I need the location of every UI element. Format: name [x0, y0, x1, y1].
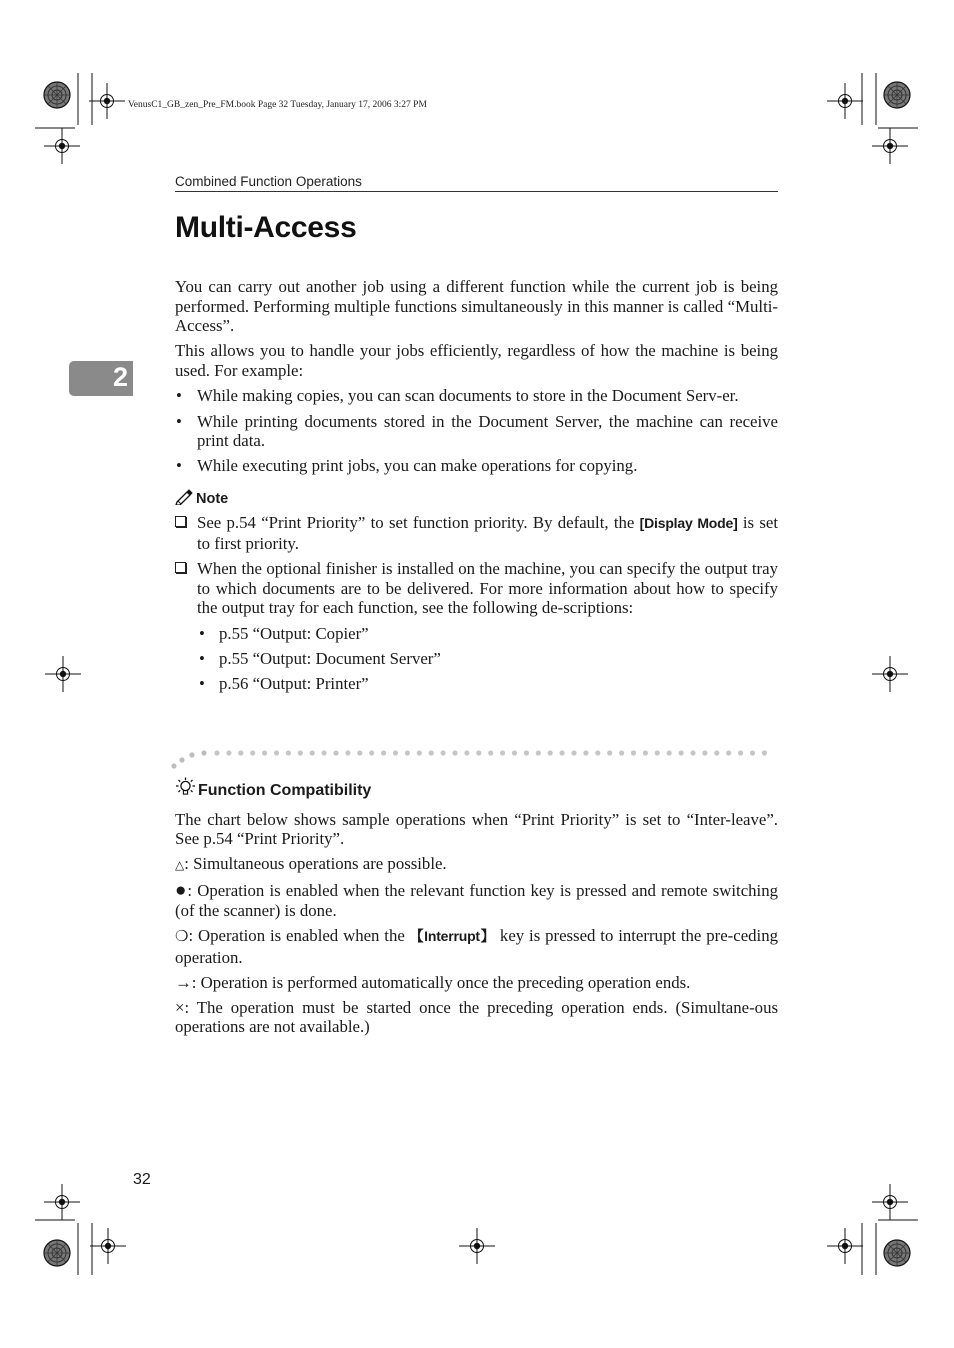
divider-dot — [500, 750, 505, 755]
reference-item: • p.55 “Output: Copier” — [199, 623, 369, 643]
divider-dot — [441, 750, 446, 755]
note-item: When the optional finisher is installed on the machine, you can specify the output tray to which documents are to be delivered. For more information about how to specify the output tray for each function, see the following de-scriptions: — [175, 559, 778, 618]
divider-dot — [762, 750, 767, 755]
page-number: 32 — [133, 1171, 151, 1188]
divider-dot — [643, 750, 648, 755]
legend-simultaneous: △: Simultaneous operations are possible. — [175, 854, 447, 874]
divider-dot — [226, 750, 231, 755]
divider-dot — [286, 750, 291, 755]
registration-mark-icon — [44, 128, 80, 164]
divider-dot — [262, 750, 267, 755]
divider-dot — [476, 750, 481, 755]
divider-dot — [607, 750, 612, 755]
list-item-text: While printing documents stored in the Document Server, the machine can receive print data. — [197, 411, 778, 451]
legend-function-key: ●: Operation is enabled when the relevant function key is pressed and remote switching (of the scanner) is done. — [175, 880, 778, 920]
hint-heading — [175, 777, 778, 804]
divider-dot — [702, 750, 707, 755]
registration-mark-icon — [872, 1184, 908, 1220]
divider-dot — [214, 750, 219, 755]
legend-not-available: ×: The operation must be started once the preceding operation ends. (Simultane-ous operations are not available.) — [175, 997, 778, 1037]
chapter-tab — [69, 361, 133, 396]
divider-dot — [274, 750, 279, 755]
color-target-icon — [884, 1240, 910, 1266]
registration-mark-icon — [872, 128, 908, 164]
lightbulb-icon — [175, 777, 196, 804]
list-item: • While printing documents stored in the Document Server, the machine can receive print data. — [176, 411, 778, 451]
divider-dot — [619, 750, 624, 755]
list-item-text: While executing print jobs, you can make operations for copying. — [197, 456, 638, 476]
reference-link[interactable]: p.55 “Output: Copier” — [219, 623, 369, 643]
divider-dot — [714, 750, 719, 755]
divider-dot — [571, 750, 576, 755]
filled-circle-icon: ● — [175, 880, 188, 902]
registration-mark-icon — [459, 1228, 495, 1264]
divider-dot — [405, 750, 410, 755]
divider-dot — [452, 750, 457, 755]
page-title: Multi-Access — [175, 211, 357, 244]
divider-dot — [690, 750, 695, 755]
triangle-icon: △ — [175, 858, 185, 873]
divider-dot — [369, 750, 374, 755]
registration-mark-icon — [90, 1228, 126, 1264]
registration-mark-icon — [872, 656, 908, 692]
cross-icon: × — [175, 997, 185, 1017]
section-header: Combined Function Operations — [175, 174, 778, 192]
divider-dot — [429, 750, 434, 755]
hint-section — [175, 777, 778, 1043]
divider-dot — [298, 750, 303, 755]
divider-dot — [524, 750, 529, 755]
divider-dot — [560, 750, 565, 755]
divider-dot — [333, 750, 338, 755]
hint-intro: The chart below shows sample operations when “Print Priority” is set to “Inter-leave”. See p.54 “Print Priority”. — [175, 809, 778, 849]
legend-auto: →: Operation is performed automatically once the preceding operation ends. — [175, 972, 691, 992]
divider-dot — [488, 750, 493, 755]
divider-dot — [583, 750, 588, 755]
divider-dot — [655, 750, 660, 755]
reference-item: • p.55 “Output: Document Server” — [199, 649, 441, 668]
divider-dot — [595, 750, 600, 755]
interrupt-key: 【Interrupt】 — [409, 928, 496, 945]
divider-dot — [238, 750, 243, 755]
divider-dot — [393, 750, 398, 755]
divider-dot — [322, 750, 327, 755]
arrow-icon: → — [175, 972, 192, 992]
divider-dot — [250, 750, 255, 755]
checkbox-icon — [175, 562, 186, 573]
divider-dot — [357, 750, 362, 755]
list-item-text: While making copies, you can scan documents to store in the Document Serv-er. — [197, 386, 739, 406]
hint-title: Function Compatibility — [198, 781, 372, 799]
open-circle-icon: ❍ — [175, 929, 189, 946]
divider-dot — [667, 750, 672, 755]
list-item: • While making copies, you can scan documents to store in the Document Serv-er. — [176, 386, 739, 406]
registration-mark-icon — [827, 1228, 863, 1264]
divider-dot — [345, 750, 350, 755]
divider-dot — [750, 750, 755, 755]
display-mode-key: [Display Mode] — [639, 515, 738, 532]
divider-dot — [726, 750, 731, 755]
divider-dot — [381, 750, 386, 755]
legend-interrupt: ❍: Operation is enabled when the 【Interrupt】 key is pressed to interrupt the pre-ceding operation. — [175, 926, 778, 967]
color-target-icon — [44, 82, 70, 108]
divider-dot — [548, 750, 553, 755]
note-heading — [175, 489, 778, 512]
checkbox-icon — [175, 516, 186, 527]
divider-dot — [512, 750, 517, 755]
divider-dot — [310, 750, 315, 755]
registration-mark-icon — [45, 656, 81, 692]
divider-dot — [679, 750, 684, 755]
list-item: • While executing print jobs, you can make operations for copying. — [176, 456, 638, 476]
reference-item: • p.56 “Output: Printer” — [199, 674, 369, 694]
intro-paragraph: You can carry out another job using a different function while the current job is being performed. Performing multiple functions simultaneously in this manner is called “Multi-Access”. — [175, 277, 778, 336]
registration-mark-icon — [827, 83, 863, 119]
dotted-divider — [170, 746, 780, 770]
color-target-icon — [44, 1240, 70, 1266]
divider-dot — [464, 750, 469, 755]
note-item: See p.54 “Print Priority” to set function priority. By default, the [Display Mode] is set to first priority. — [175, 513, 778, 553]
divider-dot — [631, 750, 636, 755]
print-header: VenusC1_GB_zen_Pre_FM.book Page 32 Tuesday, January 17, 2006 3:27 PM — [128, 100, 427, 110]
color-target-icon — [884, 82, 910, 108]
main-content — [175, 277, 778, 699]
intro-paragraph: This allows you to handle your jobs efficiently, regardless of how the machine is being used. For example: — [175, 341, 778, 380]
divider-dot — [738, 750, 743, 755]
note-label: Note — [196, 491, 229, 508]
reference-link[interactable]: p.56 “Output: Printer” — [219, 674, 369, 694]
reference-link[interactable]: p.55 “Output: Document Server” — [219, 649, 441, 668]
divider-dot — [536, 750, 541, 755]
registration-mark-icon — [44, 1184, 80, 1220]
registration-mark-icon — [89, 83, 125, 119]
chapter-number: 2 — [112, 362, 128, 392]
pencil-icon — [175, 489, 193, 512]
divider-dot — [417, 750, 422, 755]
